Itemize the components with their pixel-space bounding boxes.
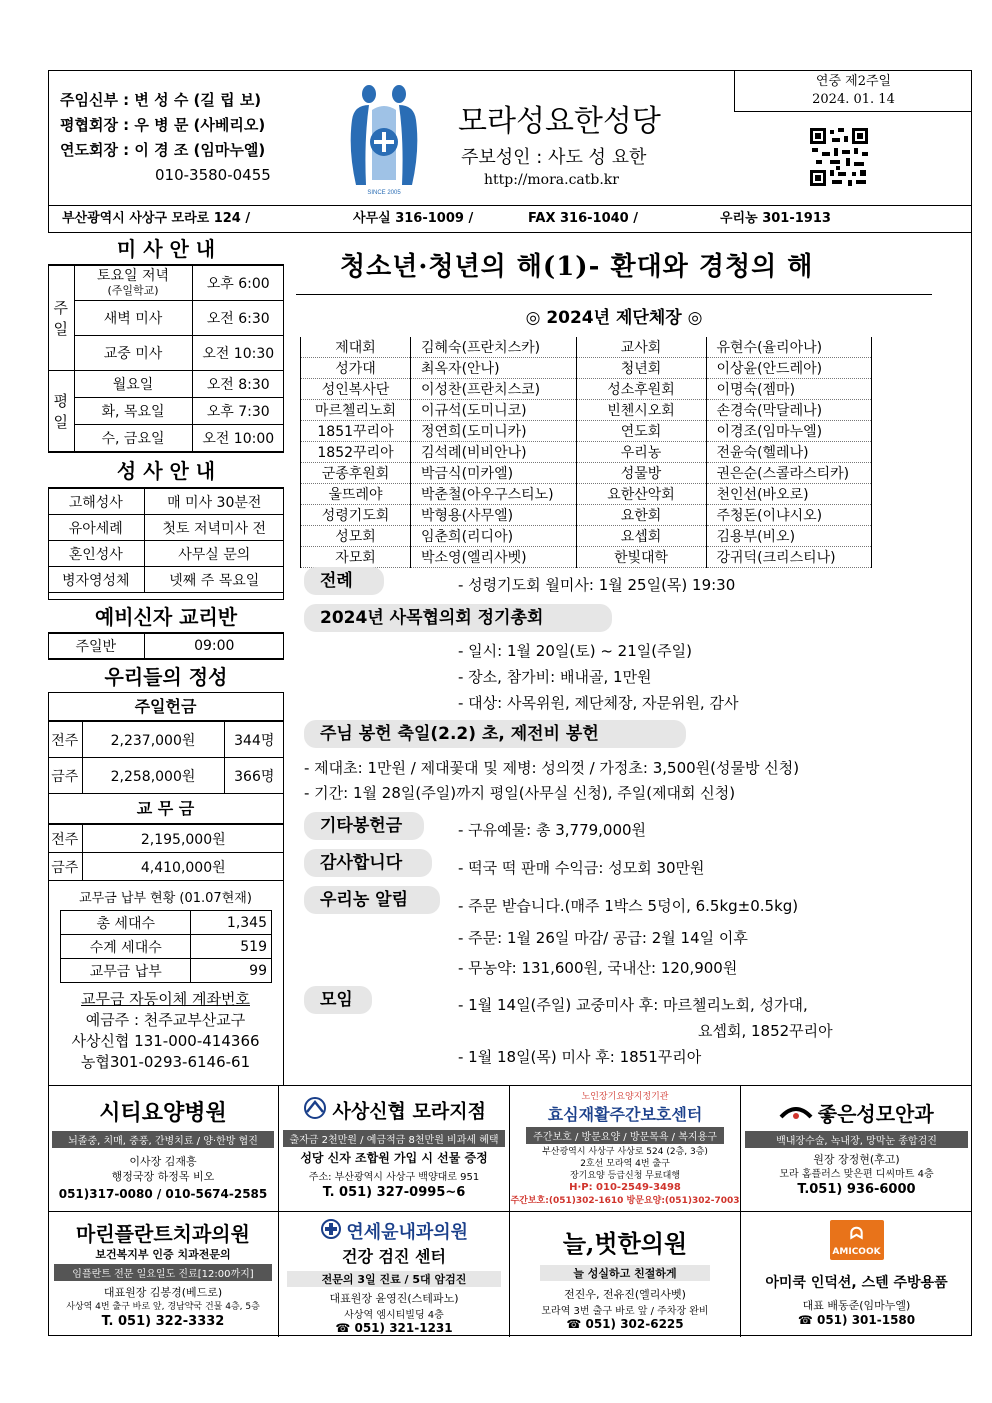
- group-name: 자모회: [301, 547, 411, 568]
- sodality-phone: 010-3580-0455: [155, 166, 271, 184]
- status-label: 수계 세대수: [61, 935, 191, 959]
- meeting-text-1: - 1월 14일(주일) 교중미사 후: 마르첼리노회, 성가대,: [458, 996, 808, 1014]
- group-name: 1851꾸리아: [301, 421, 411, 442]
- mass-name: 토요일 저녁 (주일학교): [74, 266, 192, 301]
- other-offering-text: - 구유예물: 총 3,779,000원: [458, 821, 647, 839]
- sunday-label: 주 일: [48, 266, 74, 371]
- table-row: [301, 358, 872, 379]
- ad-tel: T. 051) 327-0995~6: [322, 1185, 466, 1200]
- group-name: 청년회: [576, 358, 706, 379]
- dues-status-title: 교무금 납부 현황 (01.07현재): [79, 891, 252, 906]
- status-value: 1,345: [191, 911, 272, 935]
- group-name: 군종후원회: [301, 463, 411, 484]
- ad-line: 원장 장정현(후고): [813, 1153, 900, 1166]
- mass-schedule-title: 미 사 안 내: [48, 233, 284, 265]
- ad-bar: 전문의 3일 진료 / 5대 암검진: [287, 1271, 501, 1287]
- dues-title: 교 무 금: [48, 794, 283, 824]
- group-name: 연도회: [576, 421, 706, 442]
- meeting-text-3: - 1월 18일(목) 미사 후: 1851꾸리아: [458, 1048, 702, 1066]
- ad-tel: 주간보호:(051)302-1610 방문요양:(051)302-7003: [510, 1196, 740, 1206]
- table-row: [301, 337, 872, 358]
- ad-internal-clinic[interactable]: [279, 1212, 510, 1337]
- group-leader: 강귀덕(크리스티나): [706, 547, 872, 568]
- sacrament-info: 넷째 주 목요일: [144, 567, 284, 593]
- church-logo-icon: [344, 80, 414, 195]
- sacrament-name: 병자영성체: [48, 567, 144, 593]
- ad-line: 사상역 4번 출구 바로 앞, 경남약국 건물 4층, 5층: [66, 1302, 260, 1312]
- ad-sub: 건강 검진 센터: [342, 1247, 446, 1266]
- meeting-text-2: 요셉회, 1852꾸리아: [698, 1022, 833, 1040]
- issue-date: 2024. 01. 14: [812, 92, 895, 107]
- sacrament-title: 성 사 안 내: [48, 452, 284, 488]
- liturgy-label: 전례: [304, 567, 384, 595]
- table-row: [301, 379, 872, 400]
- dues-week: 전주: [48, 825, 82, 853]
- group-leader: 천인선(바오로): [706, 484, 872, 505]
- mass-time: 오후 6:00: [192, 266, 284, 301]
- liturgy-text: - 성령기도회 월미사: 1월 25일(목) 19:30: [458, 576, 736, 594]
- group-leader: 전윤숙(헬레나): [706, 442, 872, 463]
- group-name: 성인복사단: [301, 379, 411, 400]
- council-text-3: - 대상: 사목위원, 제단체장, 자문위원, 감사: [458, 694, 739, 712]
- ad-tel: ☎ 051) 302-6225: [566, 1317, 684, 1331]
- dues-amount: 4,410,000원: [82, 853, 284, 881]
- ad-hp: H·P: 010-2549-3498: [569, 1182, 681, 1193]
- status-value: 99: [191, 959, 272, 983]
- candlemas-label: 주님 봉헌 축일(2.2) 초, 제전비 봉헌: [304, 720, 686, 748]
- ad-eye-clinic[interactable]: [741, 1086, 972, 1211]
- fax-number: FAX 316-1040 /: [528, 211, 638, 226]
- group-leader: 이성찬(프란치스코): [411, 379, 577, 400]
- ad-title-row: [741, 1098, 972, 1127]
- table-row: [301, 400, 872, 421]
- weekday-label: 평 일: [48, 371, 74, 452]
- group-name: 성물방: [576, 463, 706, 484]
- council-president: 평협회장 : 우 병 문 (사베리오): [60, 116, 266, 134]
- offering-count: 366명: [224, 758, 284, 794]
- catechumen-label: 주일반: [48, 634, 144, 659]
- ad-line: 대표원장 김봉경(베드로): [103, 1286, 223, 1299]
- amicook-logo-text: AMICOOK: [832, 1247, 881, 1257]
- meeting-label: 모임: [304, 986, 372, 1014]
- group-name: 요셉회: [576, 526, 706, 547]
- sunday-offering-table: [48, 721, 284, 794]
- sunday-offering-title: 주일헌금: [48, 693, 283, 721]
- headline-divider: [296, 294, 932, 295]
- sodality-president: 연도회장 : 이 경 조 (임마누엘): [60, 141, 266, 159]
- farm-text-3: - 무농약: 131,600원, 국내산: 120,900원: [458, 959, 738, 977]
- group-leader: 이경조(임마누엘): [706, 421, 872, 442]
- ad-amicook[interactable]: [741, 1212, 972, 1337]
- ad-daycare-center[interactable]: [510, 1086, 741, 1211]
- dues-amount: 2,195,000원: [82, 825, 284, 853]
- left-column: [48, 233, 284, 1085]
- clinic-logo-icon: [320, 1218, 342, 1244]
- mass-schedule-table: [48, 265, 284, 452]
- ad-line: 대표원장 윤영진(스테파노): [329, 1292, 459, 1305]
- ad-oriental-clinic[interactable]: [510, 1212, 741, 1337]
- group-leader: 김석례(비비안나): [411, 442, 577, 463]
- group-name: 한빛대학: [576, 547, 706, 568]
- ad-bar: 임플란트 전문 일요일도 진료[12:00까지]: [54, 1264, 272, 1281]
- farm-text-2: - 주문: 1월 26일 마감/ 공급: 2월 14일 이후: [458, 929, 748, 947]
- table-row: [301, 484, 872, 505]
- mass-time: 오전 6:30: [192, 301, 284, 336]
- mass-time: 오전 8:30: [192, 371, 284, 398]
- group-name: 마르첼리노회: [301, 400, 411, 421]
- mass-name: 수, 금요일: [74, 425, 192, 452]
- sacrament-name: 혼인성사: [48, 541, 144, 567]
- group-leader: 정연희(도미니카): [411, 421, 577, 442]
- group-leader: 손경숙(막달레나): [706, 400, 872, 421]
- group-name: 제대회: [301, 337, 411, 358]
- headline: 청소년·청년의 해(1)- 환대와 경청의 해: [340, 252, 814, 282]
- group-leader: 김혜숙(프란치스카): [411, 337, 577, 358]
- catechumen-table: [48, 633, 284, 659]
- ad-line: 성당 신자 조합원 가입 시 선물 증정: [300, 1151, 488, 1165]
- ads-section: [48, 1085, 972, 1336]
- group-leader: 박춘철(아우구스티노): [411, 484, 577, 505]
- staff-list: [60, 88, 310, 188]
- group-name: 성가대: [301, 358, 411, 379]
- ad-bar: 백내장수술, 녹내장, 망막눈 종합검진: [745, 1131, 968, 1148]
- group-leader: 유현수(율리아나): [706, 337, 872, 358]
- group-name: 성령기도회: [301, 505, 411, 526]
- ad-tel: T.051) 936-6000: [797, 1182, 916, 1197]
- table-row: [301, 421, 872, 442]
- ad-line: 행정국장 하정목 비오: [111, 1170, 215, 1183]
- patron-saint: 주보성인 : 사도 성 요한: [461, 147, 647, 168]
- ad-title-row: [279, 1096, 509, 1124]
- group-name: 성모회: [301, 526, 411, 547]
- group-leader: 최옥자(안나): [411, 358, 577, 379]
- credit-union-logo-icon: [302, 1096, 328, 1124]
- group-leader: 김용부(비오): [706, 526, 872, 547]
- group-leader: 권은순(스콜라스티카): [706, 463, 872, 484]
- ad-line: 이사장 김재흥: [129, 1155, 197, 1168]
- ad-credit-union[interactable]: [279, 1086, 510, 1211]
- status-label: 교무금 납부: [61, 959, 191, 983]
- account-holder: 예금주 : 천주교부산교구: [85, 1011, 246, 1029]
- ad-line: 보건복지부 인증 치과전문의: [95, 1248, 231, 1261]
- offering-amount: 2,237,000원: [82, 722, 224, 758]
- ad-bar: 출자금 2천만원 / 예금적금 8천만원 비과세 혜택: [283, 1130, 505, 1147]
- thanks-label: 감사합니다: [304, 849, 432, 877]
- table-row: [301, 526, 872, 547]
- group-leader: 이규석(도미니코): [411, 400, 577, 421]
- group-name: 울뜨레야: [301, 484, 411, 505]
- ad-bar: 뇌졸중, 치매, 중풍, 간병치료 / 양·한방 협진: [52, 1131, 274, 1148]
- group-name: 요한산악회: [576, 484, 706, 505]
- sacrament-info: 첫토 저녁미사 전: [144, 515, 284, 541]
- farm-label: 우리농 알림: [304, 886, 440, 914]
- status-value: 519: [191, 935, 272, 959]
- mass-time: 오후 7:30: [192, 398, 284, 425]
- ad-top: 노인장기요양지정기관: [581, 1092, 669, 1102]
- ad-line: 전진우, 전유진(엘리사벳): [564, 1288, 686, 1301]
- ad-name: 마린플란트치과의원: [76, 1222, 250, 1246]
- mass-name: 교중 미사: [74, 336, 192, 371]
- group-name: 빈첸시오회: [576, 400, 706, 421]
- ad-line: 사상역 엠시티빌딩 4층: [344, 1310, 444, 1321]
- group-leader: 이상윤(안드레아): [706, 358, 872, 379]
- ad-name: 효심재활주간보호센터: [547, 1105, 703, 1124]
- farm-phone: 우리농 301-1913: [720, 211, 831, 226]
- issue-box: [734, 70, 972, 112]
- sacrament-name: 고해성사: [48, 489, 144, 515]
- bulletin-header: [48, 70, 972, 206]
- offering-week: 전주: [48, 722, 82, 758]
- ad-tel: ☎ 051) 321-1231: [335, 1321, 453, 1335]
- ad-line: 모라 홈플러스 맞은편 디씨마트 4층: [779, 1169, 934, 1180]
- office-phone: 사무실 316-1009 /: [353, 211, 474, 226]
- other-offering-label: 기타봉헌금: [304, 812, 424, 840]
- ad-line: 부산광역시 사상구 사상로 524 (2층, 3층): [542, 1147, 708, 1157]
- liturgical-week: 연중 제2주일: [815, 74, 892, 89]
- offering-title: 우리들의 정성: [48, 659, 284, 693]
- ad-bar: 주간보호 / 방문요양 / 방문목욕 / 복지용구: [526, 1127, 724, 1144]
- ad-tel: T. 051) 322-3332: [101, 1314, 225, 1329]
- dues-status-table: [60, 910, 272, 983]
- mass-time: 오전 10:00: [192, 425, 284, 452]
- ad-name: 시티요양병원: [99, 1101, 227, 1126]
- ad-line: 2호선 모라역 4번 출구: [580, 1159, 670, 1169]
- amicook-logo-icon: ᗣ AMICOOK: [830, 1220, 884, 1260]
- group-leader: 박형용(사무엘): [411, 505, 577, 526]
- dues-table: [48, 824, 284, 881]
- ad-city-hospital[interactable]: [48, 1086, 279, 1211]
- group-leader: 이명숙(젬마): [706, 379, 872, 400]
- table-row: [301, 463, 872, 484]
- auto-transfer-title: 교무금 자동이체 계좌번호: [81, 990, 250, 1008]
- qr-code-icon[interactable]: [808, 126, 870, 188]
- mass-time: 오전 10:30: [192, 336, 284, 371]
- mass-name: 새벽 미사: [74, 301, 192, 336]
- table-row: [301, 442, 872, 463]
- sacrament-name: 유아세례: [48, 515, 144, 541]
- ad-name: 연세윤내과의원: [346, 1222, 469, 1243]
- pastor: 주임신부 : 변 성 수 (길 립 보): [60, 91, 262, 109]
- catechumen-time: 09:00: [144, 634, 284, 659]
- altar-title: ◎ 2024년 제단체장 ◎: [525, 308, 703, 328]
- altar-groups-table: [300, 337, 872, 568]
- ad-line: 대표 배동준(임마누엘): [802, 1299, 911, 1312]
- candlemas-text-1: - 제대초: 1만원 / 제대꽃대 및 제병: 성의껏 / 가정초: 3,500원(성물방 신청): [304, 759, 800, 777]
- group-name: 교사회: [576, 337, 706, 358]
- account-1: 사상신협 131-000-414366: [71, 1032, 260, 1050]
- auto-transfer-info: [48, 989, 283, 1073]
- offering-week: 금주: [48, 758, 82, 794]
- church-url[interactable]: http://mora.catb.kr: [484, 172, 619, 188]
- group-name: 우리농: [576, 442, 706, 463]
- group-name: 성소후원회: [576, 379, 706, 400]
- sacrament-table: [48, 488, 284, 593]
- church-name: 모라성요한성당: [458, 104, 661, 139]
- ad-title-row: [279, 1218, 509, 1244]
- group-leader: 임춘희(리디아): [411, 526, 577, 547]
- group-leader: 주청돈(이냐시오): [706, 505, 872, 526]
- ad-dental-clinic[interactable]: [48, 1212, 279, 1337]
- ad-bar: 늘 성실하고 친절하게: [540, 1265, 710, 1281]
- eye-logo-icon: [779, 1101, 813, 1125]
- sacrament-info: 매 미사 30분전: [144, 489, 284, 515]
- ad-line: 모라역 3번 출구 바로 앞 / 주차장 완비: [541, 1306, 709, 1317]
- dues-week: 금주: [48, 853, 82, 881]
- sacrament-info: 사무실 문의: [144, 541, 284, 567]
- offering-amount: 2,258,000원: [82, 758, 224, 794]
- candlemas-text-2: - 기간: 1월 28일(주일)까지 평일(사무실 신청), 주일(제대회 신청): [304, 784, 736, 802]
- farm-text-1: - 주문 받습니다.(매주 1박스 5덩이, 6.5kg±0.5kg): [458, 897, 799, 915]
- ad-line: 주소: 부산광역시 사상구 백양대로 951: [308, 1172, 480, 1183]
- mass-name: 월요일: [74, 371, 192, 398]
- ad-line: 장기요양 등급신청 무료대행: [569, 1171, 681, 1181]
- council-text-1: - 일시: 1월 20일(토) ~ 21일(주일): [458, 642, 692, 660]
- church-address: 부산광역시 사상구 모라로 124 /: [62, 211, 251, 226]
- group-name: 요한회: [576, 505, 706, 526]
- ad-tel: ☎ 051) 301-1580: [797, 1313, 916, 1327]
- table-row: [301, 505, 872, 526]
- account-2: 농협301-0293-6146-61: [80, 1053, 251, 1071]
- thanks-text: - 떡국 떡 판매 수익금: 성모회 30만원: [458, 859, 705, 877]
- group-leader: 박소영(엘리사벳): [411, 547, 577, 568]
- offering-count: 344명: [224, 722, 284, 758]
- council-label: 2024년 사목협의회 정기총회: [304, 604, 612, 632]
- catechumen-title: 예비신자 교리반: [48, 599, 284, 633]
- logo-since: SINCE 2005: [367, 190, 401, 196]
- table-row: [301, 547, 872, 568]
- group-name: 1852꾸리아: [301, 442, 411, 463]
- ad-name: 사상신협 모라지점: [332, 1100, 486, 1123]
- mass-name: 화, 목요일: [74, 398, 192, 425]
- ad-name: 늘,벗한의원: [562, 1229, 688, 1258]
- council-text-2: - 장소, 참가비: 배내골, 1만원: [458, 668, 652, 686]
- group-leader: 박금식(미카엘): [411, 463, 577, 484]
- ad-name: 좋은성모안과: [817, 1102, 934, 1126]
- ad-name: 아미쿡 인덕션, 스텐 주방용품: [765, 1275, 948, 1291]
- address-bar: [48, 206, 972, 233]
- status-label: 총 세대수: [61, 911, 191, 935]
- ad-tel: 051)317-0080 / 010-5674-2585: [58, 1187, 268, 1201]
